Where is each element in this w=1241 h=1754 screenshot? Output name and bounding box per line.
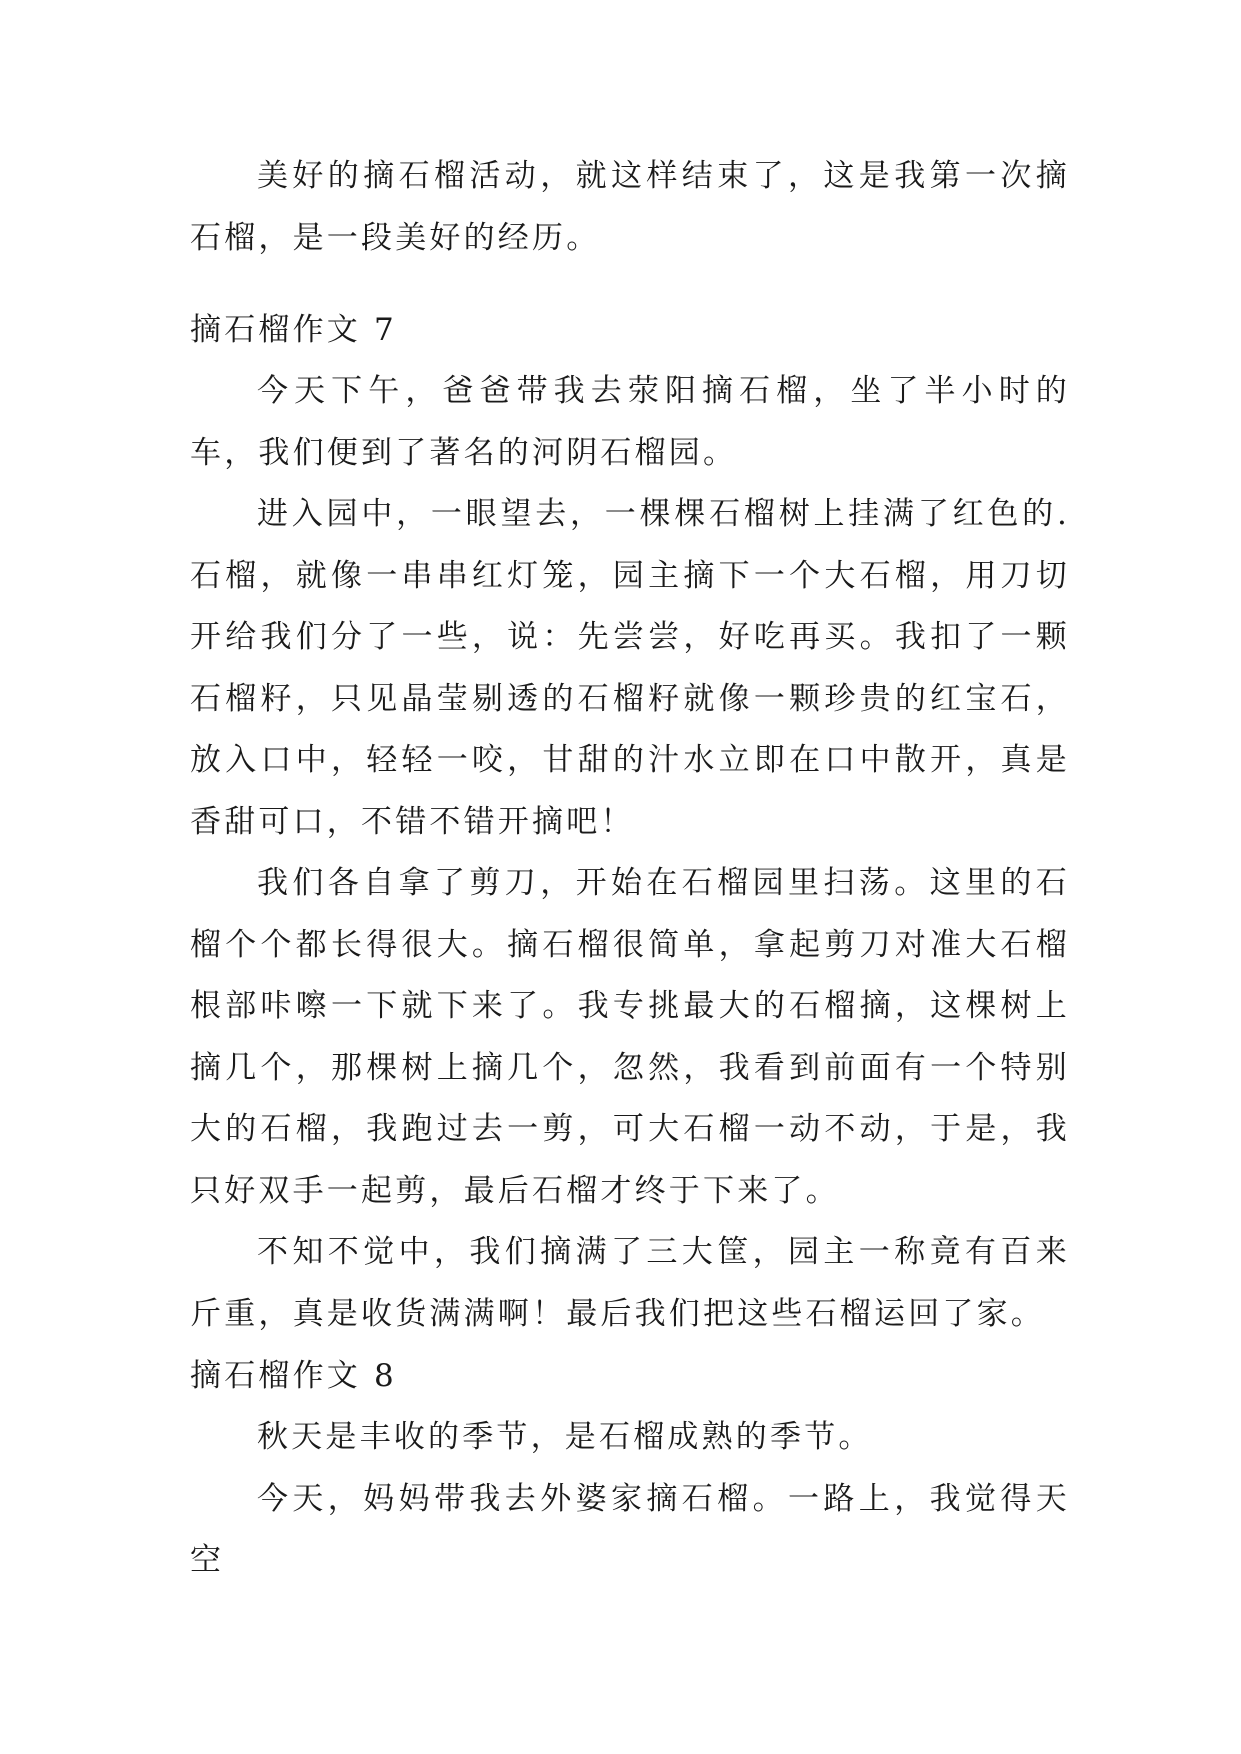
- paragraph: 秋天是丰收的季节，是石榴成熟的季节。: [257, 1419, 873, 1455]
- essay-8-title: 摘石榴作文 8: [190, 1358, 397, 1394]
- essay-7-body: [190, 361, 1070, 1345]
- paragraph: 我们各自拿了剪刀，开始在石榴园里扫荡。这里的石榴个个都长得很大。摘石榴很简单，拿起剪刀对准大石榴根部咔嚓一下就下来了。我专挑最大的石榴摘，这棵树上摘几个，那棵树上摘几个，忽然，我看到前面有一个特别大的石榴，我跑过去一剪，可大石榴一动不动，于是，我只好双手一起剪，最后石榴才终于下来了。: [190, 865, 1070, 1209]
- paragraph: 不知不觉中，我们摘满了三大筐，园主一称竟有百来斤重，真是收货满满啊！最后我们把这些石榴运回了家。: [190, 1234, 1070, 1332]
- paragraph: 进入园中，一眼望去，一棵棵石榴树上挂满了红色的.石榴，就像一串串红灯笼，园主摘下一个大石榴，用刀切开给我们分了一些，说：先尝尝，好吃再买。我扣了一颗石榴籽，只见晶莹剔透的石榴籽就像一颗珍贵的红宝石，放入口中，轻轻一咬，甘甜的汁水立即在口中散开，真是香甜可口，不错不错开摘吧！: [190, 496, 1070, 840]
- essay-7-title: 摘石榴作文 7: [190, 312, 397, 348]
- paragraph: 美好的摘石榴活动，就这样结束了，这是我第一次摘石榴，是一段美好的经历。: [190, 158, 1070, 256]
- essay-8-body: [190, 1407, 1070, 1592]
- paragraph: 今天，妈妈带我去外婆家摘石榴。一路上，我觉得天空: [190, 1480, 1070, 1578]
- essay-6-ending: [190, 146, 1070, 269]
- paragraph: 今天下午，爸爸带我去荥阳摘石榴，坐了半小时的车，我们便到了著名的河阴石榴园。: [190, 373, 1070, 471]
